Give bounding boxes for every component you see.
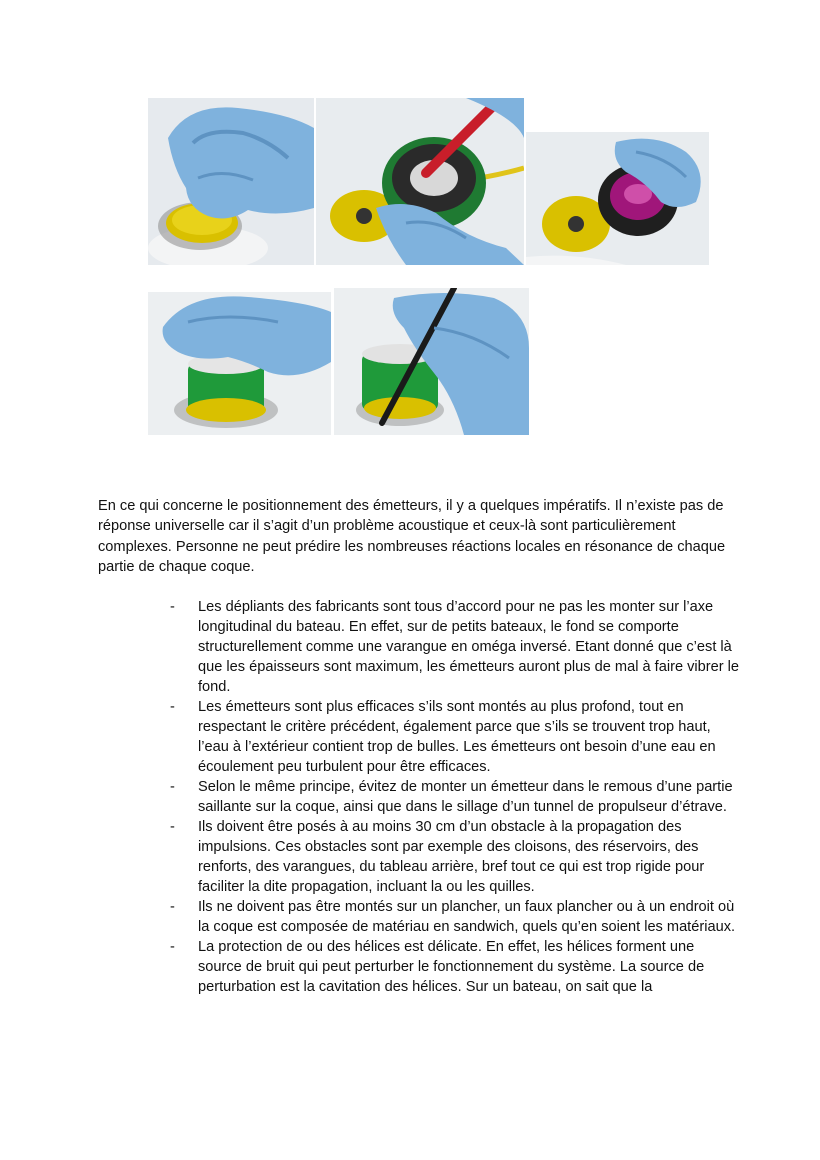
photo-glue-application [316,98,524,265]
intro-paragraph: En ce qui concerne le positionnement des émetteurs, il y a quelques impératifs. Il n’existe pas de réponse universelle car il s’agit d’un problème acoustique et ceux-là sont particulièrement complexes. Personne ne peut prédire les nombreuses réactions locales en résonance de chaque partie de chaque coque. [98,498,726,576]
list-item [170,697,740,777]
bullet-marker: - [170,599,175,615]
list-item [170,597,740,697]
photo-transducer-placement [148,98,314,265]
list-item [170,897,740,937]
list-item-text: Les dépliants des fabricants sont tous d’accord pour ne pas les monter sur l’axe longitudinal du bateau. En effet, sur de petits bateaux, le fond se comporte structurellement comme une varangue en oméga inversé. Etant donné que c’est là que les épaisseurs sont maximum, les émetteurs auront plus de mal à faire vibrer le fond. [198,599,740,695]
bullet-marker: - [170,699,175,715]
bullet-marker: - [170,779,175,795]
list-item [170,817,740,897]
bullet-list [170,597,740,997]
bullet-marker: - [170,819,175,835]
photo-transducer-sealing [334,288,529,435]
list-item-text: La protection de ou des hélices est délicate. En effet, les hélices forment une source de bruit qui peut perturber le fonctionnement du système. La source de perturbation est la cavitation des hélices. Sur un bateau, on sait que la [198,939,705,995]
photo-transducer-cap [526,132,709,265]
photo-transducer-pressing [148,292,331,435]
list-item [170,777,740,817]
list-item-text: Selon le même principe, évitez de monter un émetteur dans le remous d’une partie saillante sur la coque, ainsi que dans le sillage d’un tunnel de propulseur d’étrave. [198,779,733,815]
bullet-marker: - [170,899,175,915]
list-item-text: Ils ne doivent pas être montés sur un plancher, un faux plancher ou à un endroit où la coque est composée de matériau en sandwich, quels qu’en soient les matériaux. [198,899,736,935]
bullet-marker: - [170,939,175,955]
list-item-text: Ils doivent être posés à au moins 30 cm d’un obstacle à la propagation des impulsions. Ces obstacles sont par exemple des cloisons, des réservoirs, des renforts, des varangues, du tableau arrière, bref tout ce qui est trop rigide pour faciliter la dite propagation, incluant la ou les quilles. [198,819,705,895]
list-item-text: Les émetteurs sont plus efficaces s’ils sont montés au plus profond, tout en respectant le critère précédent, également parce que s’ils se trouvent trop haut, l’eau à l’extérieur contient trop de bulles. Les émetteurs ont besoin d’une eau en écoulement peu turbulent pour être efficaces. [198,699,716,775]
list-item [170,937,740,997]
